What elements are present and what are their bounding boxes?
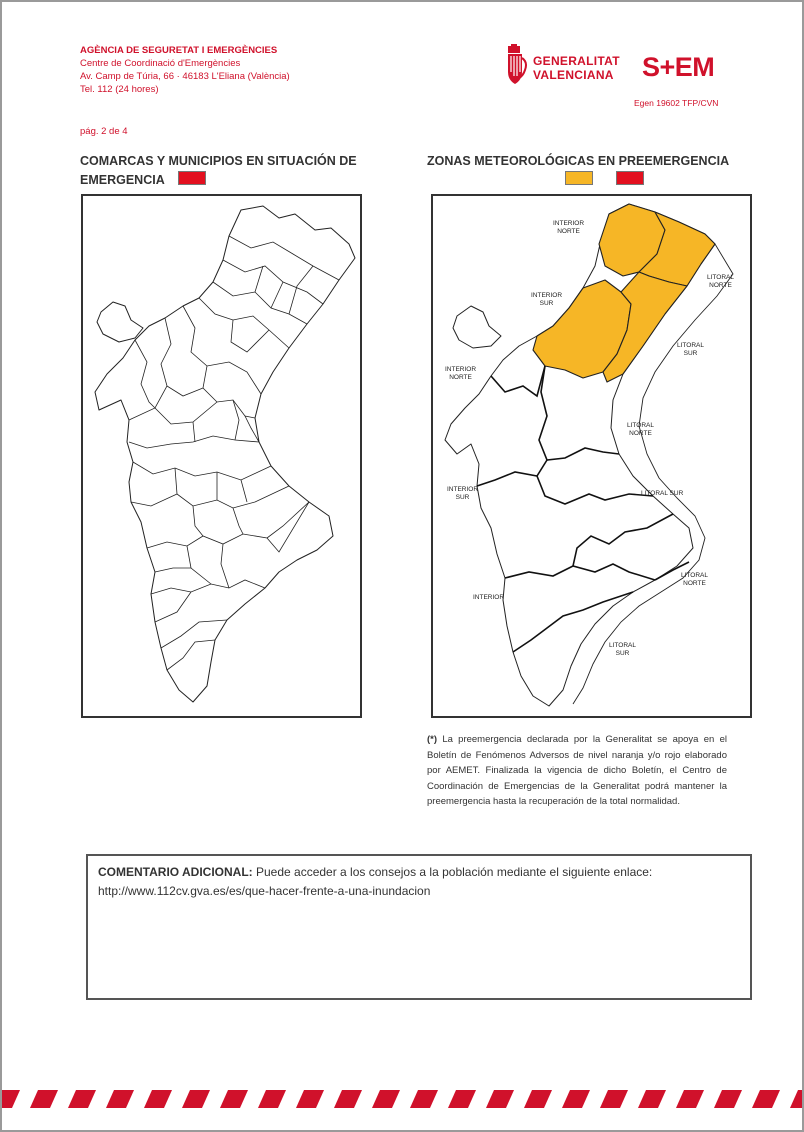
zone-label-litoral-sur-castellon <box>677 342 704 358</box>
meteo-zones-map-svg <box>433 196 750 716</box>
warning-stripe <box>334 1090 362 1108</box>
comment-line1 <box>98 863 652 882</box>
warning-stripe <box>144 1090 172 1108</box>
warning-stripe <box>220 1090 248 1108</box>
zone-label-litoral-sur-alicante <box>609 642 636 658</box>
generalitat-wordmark <box>533 54 620 82</box>
meteo-zones-map <box>431 194 752 718</box>
zone-label-line: LITORAL <box>707 274 734 281</box>
note-marker: (*) <box>427 734 438 745</box>
warning-stripe <box>752 1090 780 1108</box>
zone-label-line: NORTE <box>629 430 652 437</box>
warning-stripe <box>182 1090 210 1108</box>
zone-label-line: SUR <box>615 650 630 657</box>
valencia-region-outline <box>95 206 355 702</box>
warning-stripe <box>790 1090 802 1108</box>
zone-label-line: SUR <box>455 494 470 501</box>
warning-stripe <box>30 1090 58 1108</box>
comarcas-map <box>81 194 362 718</box>
additional-comment-box <box>86 854 752 1000</box>
zone-label-line: NORTE <box>557 228 580 235</box>
zone-label-line: LITORAL <box>609 642 636 649</box>
warning-stripe <box>638 1090 666 1108</box>
warning-stripe <box>410 1090 438 1108</box>
agency-centre: Centre de Coordinació d'Emergències <box>80 58 241 69</box>
zone-label-line: INTERIOR <box>445 366 477 373</box>
zone-label-line: LITORAL <box>677 342 704 349</box>
zone-label-interior-norte-castellon <box>553 220 584 236</box>
left-title-line1: COMARCAS Y MUNICIPIOS EN SITUACIÓN DE <box>80 154 357 168</box>
warning-stripe <box>562 1090 590 1108</box>
zone-label-line: LITORAL <box>681 572 708 579</box>
zone-label-litoral-norte-alicante <box>681 572 708 588</box>
warning-stripe <box>448 1090 476 1108</box>
warning-stripe <box>486 1090 514 1108</box>
zone-label-line: NORTE <box>683 580 706 587</box>
zone-label-line: NORTE <box>449 374 472 381</box>
warning-stripe <box>676 1090 704 1108</box>
warning-stripe <box>524 1090 552 1108</box>
zone-label-interior-sur-valencia <box>447 486 478 502</box>
left-title-line2-row <box>80 171 380 190</box>
zone-label-line: SUR <box>683 350 698 357</box>
comment-text: Puede acceder a los consejos a la población mediante el siguiente enlace: <box>252 865 653 879</box>
agency-phone: Tel. 112 (24 hores) <box>80 84 159 95</box>
sem-logo: S+EM <box>642 52 715 82</box>
warning-stripe <box>600 1090 628 1108</box>
footer-warning-stripes <box>2 1088 802 1110</box>
zone-label-line: LITORAL <box>627 422 654 429</box>
generalitat-emblem-icon <box>505 44 529 88</box>
orange-legend-swatch <box>565 171 593 185</box>
note-text: La preemergencia declarada por la Generalitat se apoya en el Boletín de Fenómenos Adversos de nivel naranja y/o rojo elaborado por AEMET. Finalizada la vigencia de dicho Boletín, el Centro de Coordinación de Emergencias de la Generalitat podrá mantener la preemergencia hasta la recuperación de la total normalidad. <box>427 734 727 807</box>
comment-label: COMENTARIO ADICIONAL: <box>98 865 253 879</box>
red-legend-swatch <box>616 171 644 185</box>
left-title-line2: EMERGENCIA <box>80 173 165 187</box>
zone-label-line: SUR <box>539 300 554 307</box>
zone-label-litoral-norte-valencia <box>627 422 654 438</box>
page-number: pág. 2 de 4 <box>80 126 128 137</box>
zone-label-line: INTERIOR <box>447 486 479 493</box>
zone-label-litoral-sur-valencia: LITORAL SUR <box>641 490 684 497</box>
zone-label-interior-sur-castellon <box>531 292 562 308</box>
emergency-legend-swatch <box>178 171 206 185</box>
warning-stripe <box>372 1090 400 1108</box>
agency-name: AGÈNCIA DE SEGURETAT I EMERGÈNCIES <box>80 45 278 56</box>
document-reference: Egen 19602 TFP/CVN <box>634 98 719 108</box>
warning-stripe <box>106 1090 134 1108</box>
generalitat-line1: GENERALITAT <box>533 54 620 68</box>
comment-link[interactable]: http://www.112cv.gva.es/es/que-hacer-frente-a-una-inundacion <box>98 884 431 898</box>
warning-stripe <box>68 1090 96 1108</box>
agency-address: Av. Camp de Túria, 66 · 46183 L'Eliana (València) <box>80 71 290 82</box>
zone-label-line: INTERIOR <box>531 292 563 299</box>
generalitat-logo <box>505 44 625 88</box>
warning-stripe <box>296 1090 324 1108</box>
warning-stripe <box>2 1090 20 1108</box>
zone-label-line: INTERIOR <box>553 220 585 227</box>
zone-label-interior-norte-valencia <box>445 366 476 382</box>
warning-stripe <box>714 1090 742 1108</box>
left-map-title <box>80 152 380 190</box>
warning-stripe <box>258 1090 286 1108</box>
agency-header <box>80 44 290 96</box>
zone-label-litoral-norte-castellon <box>707 274 734 290</box>
right-map-title <box>427 152 747 190</box>
right-title-text: ZONAS METEOROLÓGICAS EN PREEMERGENCIA <box>427 154 730 168</box>
comment-content <box>98 863 652 901</box>
preemergency-legend <box>427 171 747 190</box>
zone-label-line: NORTE <box>709 282 732 289</box>
preemergency-note <box>427 732 727 810</box>
zone-label-interior-alicante: INTERIOR <box>473 594 505 601</box>
generalitat-line2: VALENCIANA <box>533 68 614 82</box>
comarcas-map-svg <box>83 196 360 716</box>
